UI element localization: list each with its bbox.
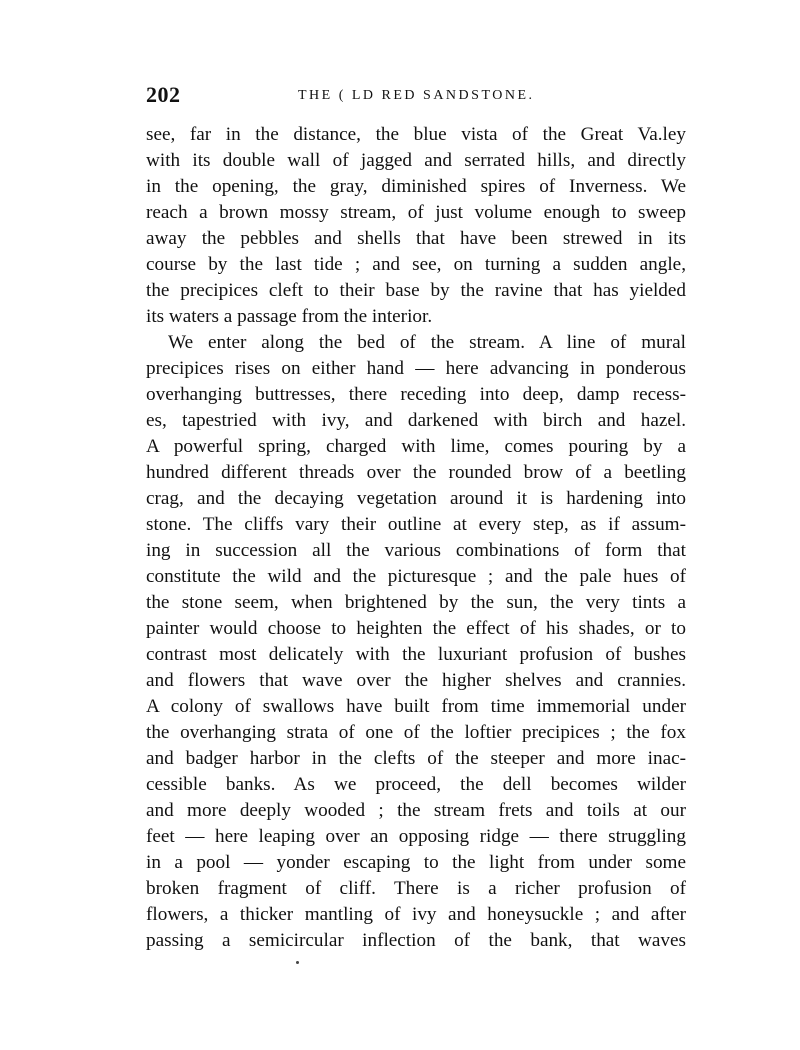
print-speck [296, 961, 299, 964]
text-line: cessible banks. As we proceed, the dell becomes wilder [146, 774, 686, 795]
text-line: contrast most delicately with the luxuriant profusion of bushes [146, 644, 686, 665]
running-head: THE ( LD RED SANDSTONE. [298, 88, 535, 103]
text-line: with its double wall of jagged and serrated hills, and directly [146, 150, 686, 171]
text-line: broken fragment of cliff. There is a richer profusion of [146, 878, 686, 899]
text-line: A colony of swallows have built from time immemorial under [146, 696, 686, 717]
text-line: stone. The cliffs vary their outline at every step, as if assum- [146, 514, 686, 535]
text-line: the overhanging strata of one of the loftier precipices ; the fox [146, 722, 686, 743]
text-line: overhanging buttresses, there receding into deep, damp recess- [146, 384, 686, 405]
text-line: the stone seem, when brightened by the sun, the very tints a [146, 592, 686, 613]
text-line: ing in succession all the various combinations of form that [146, 540, 686, 561]
text-line: passing a semicircular inflection of the bank, that waves [146, 930, 686, 951]
text-line: the precipices cleft to their base by the ravine that has yielded [146, 280, 686, 301]
page-number: 202 [146, 82, 181, 107]
text-line: painter would choose to heighten the effect of his shades, or to [146, 618, 686, 639]
text-line: feet — here leaping over an opposing ridge — there struggling [146, 826, 686, 847]
text-line: in a pool — yonder escaping to the light from under some [146, 852, 686, 873]
text-line: and flowers that wave over the higher shelves and crannies. [146, 670, 686, 691]
text-line: es, tapestried with ivy, and darkened with birch and hazel. [146, 410, 686, 431]
text-line: course by the last tide ; and see, on turning a sudden angle, [146, 254, 686, 275]
text-line: see, far in the distance, the blue vista of the Great Va.ley [146, 124, 686, 145]
paragraph-2 [146, 330, 686, 954]
body-text [146, 122, 686, 954]
text-line: and more deeply wooded ; the stream frets and toils at our [146, 800, 686, 821]
text-line: reach a brown mossy stream, of just volume enough to sweep [146, 202, 686, 223]
text-line: away the pebbles and shells that have been strewed in its [146, 228, 686, 249]
text-line: constitute the wild and the picturesque ; and the pale hues of [146, 566, 686, 587]
paragraph-1 [146, 122, 686, 330]
text-line: in the opening, the gray, diminished spires of Inverness. We [146, 176, 686, 197]
text-line: its waters a passage from the interior. [146, 306, 433, 327]
text-line: flowers, a thicker mantling of ivy and honeysuckle ; and after [146, 904, 686, 925]
text-line: We enter along the bed of the stream. A line of mural [168, 332, 686, 353]
text-line: and badger harbor in the clefts of the steeper and more inac- [146, 748, 686, 769]
text-line: crag, and the decaying vegetation around it is hardening into [146, 488, 686, 509]
text-line: A powerful spring, charged with lime, comes pouring by a [146, 436, 686, 457]
text-line: hundred different threads over the rounded brow of a beetling [146, 462, 686, 483]
text-line: precipices rises on either hand — here advancing in ponderous [146, 358, 686, 379]
